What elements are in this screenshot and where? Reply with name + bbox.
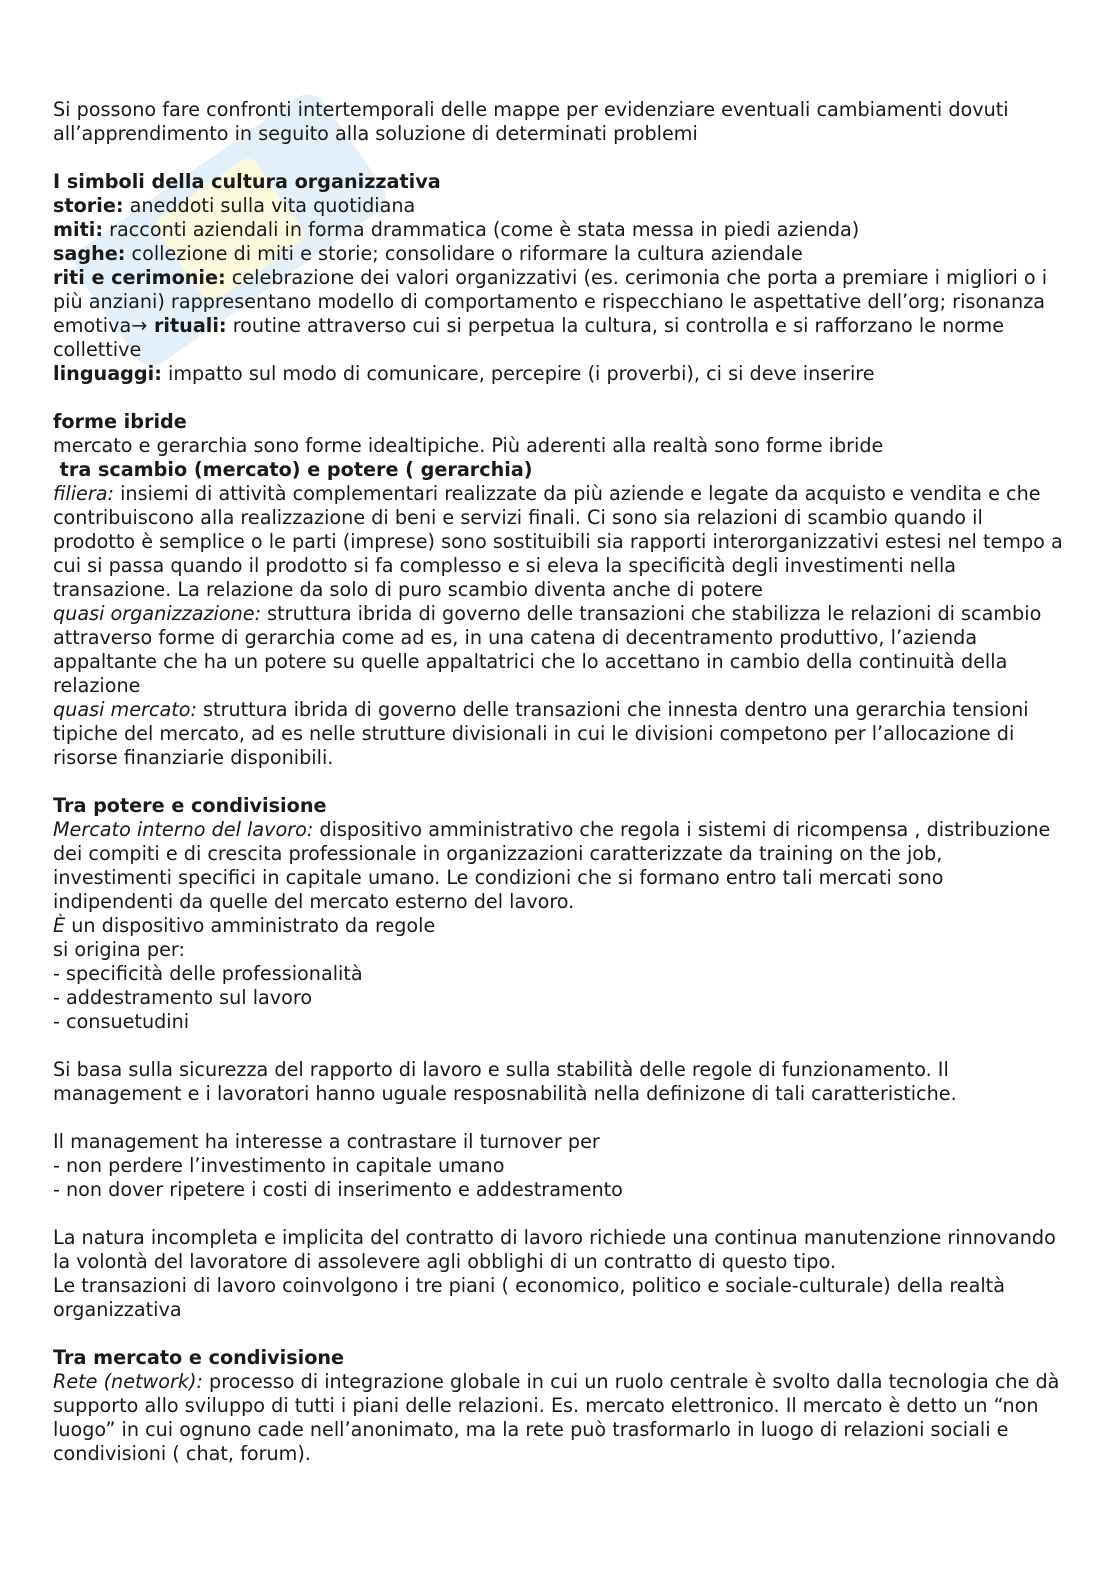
item-dispositivo: È un dispositivo amministrato da regole — [53, 914, 436, 937]
origina-label: si origina per: — [53, 938, 185, 961]
section-title-simboli: I simboli della cultura organizzativa — [53, 170, 441, 193]
ibride-subtitle: tra scambio (mercato) e potere ( gerarchia) — [53, 458, 533, 481]
document-page — [53, 98, 1063, 1466]
transazioni-paragraph: Le transazioni di lavoro coinvolgono i tre piani ( economico, politico e sociale-culturale) della realtà organizzativa — [53, 1274, 1005, 1321]
item-quasi-organizzazione: quasi organizzazione: struttura ibrida di governo delle transazioni che stabilizza le relazioni di scambio attraverso forme di gerarchia come ad es, in una catena di decentramento produttivo, l’azienda appaltante che ha un potere su quelle appaltatrici che lo accettano in cambio della continuità della relazione — [53, 602, 1042, 697]
item-riti: riti e cerimonie: celebrazione dei valori organizzativi (es. cerimonia che porta a premiare i migliori o i più anziani) rappresentano modello di comportamento e rispecchiano le aspettative dell’org; risonanza emotiva→ rituali: routine attraverso cui si perpetua la cultura, si controlla e si rafforzano le norme collettive — [53, 266, 1048, 361]
sicurezza-paragraph: Si basa sulla sicurezza del rapporto di lavoro e sulla stabilità delle regole di funzionamento. Il management e i lavoratori hanno uguale resposnabilità nella definizone di tali caratteristiche. — [53, 1058, 957, 1105]
list-item: - consuetudini — [53, 1010, 190, 1033]
arrow-icon: → — [131, 314, 148, 337]
section-title-mercato: Tra mercato e condivisione — [53, 1346, 345, 1369]
item-linguaggi: linguaggi: impatto sul modo di comunicare, percepire (i proverbi), ci si deve inserire — [53, 362, 875, 385]
turnover-paragraph: Il management ha interesse a contrastare il turnover per — [53, 1130, 600, 1153]
item-miti: miti: racconti aziendali in forma drammatica (come è stata messa in piedi azienda) — [53, 218, 860, 241]
list-item: - addestramento sul lavoro — [53, 986, 313, 1009]
section-title-potere: Tra potere e condivisione — [53, 794, 327, 817]
item-mercato-interno: Mercato interno del lavoro: dispositivo amministrativo che regola i sistemi di ricompensa , distribuzione dei compiti e di crescita professionale in organizzazioni caratterizzate da training on the job, investimenti specifici in capitale umano. Le condizioni che si formano entro tali mercati sono indipendenti da quelle del mercato esterno del lavoro. — [53, 818, 1051, 913]
item-filiera: filiera: insiemi di attività complementari realizzate da più aziende e legate da acquisto e vendita e che contribuiscono alla realizzazione di beni e servizi finali. Ci sono sia relazioni di scambio quando il prodotto è semplice o le parti (imprese) sono sostituibili sia rapporti interorganizzativi estesi nel tempo a cui si passa quando il prodotto si fa complesso e si eleva la specificità degli investimenti nella transazione. La relazione da solo di puro scambio diventa anche di potere — [53, 482, 1063, 601]
list-item: - non perdere l’investimento in capitale umano — [53, 1154, 505, 1177]
natura-paragraph: La natura incompleta e implicita del contratto di lavoro richiede una continua manutenzione rinnovando la volontà del lavoratore di assolevere agli obblighi di un contratto di questo tipo. — [53, 1226, 1056, 1273]
ibride-intro: mercato e gerarchia sono forme idealtipiche. Più aderenti alla realtà sono forme ibride — [53, 434, 884, 457]
list-item: - specificità delle professionalità — [53, 962, 363, 985]
section-title-ibride: forme ibride — [53, 410, 187, 433]
list-item: - non dover ripetere i costi di inserimento e addestramento — [53, 1178, 623, 1201]
item-rete: Rete (network): processo di integrazione globale in cui un ruolo centrale è svolto dalla tecnologia che dà supporto allo sviluppo di tutti i piani delle relazioni. Es. mercato elettronico. Il mercato è detto un “non luogo” in cui ognuno cade nell’anonimato, ma la rete può trasformarlo in luogo di relazioni sociali e condivisioni ( chat, forum). — [53, 1370, 1060, 1465]
item-quasi-mercato: quasi mercato: struttura ibrida di governo delle transazioni che innesta dentro una gerarchia tensioni tipiche del mercato, ad es nelle strutture divisionali in cui le divisioni competono per l’allocazione di risorse finanziarie disponibili. — [53, 698, 1029, 769]
item-storie: storie: aneddoti sulla vita quotidiana — [53, 194, 416, 217]
item-saghe: saghe: collezione di miti e storie; consolidare o riformare la cultura aziendale — [53, 242, 803, 265]
intro-paragraph: Si possono fare confronti intertemporali delle mappe per evidenziare eventuali cambiamenti dovuti all’apprendimento in seguito alla soluzione di determinati problemi — [53, 98, 1009, 145]
